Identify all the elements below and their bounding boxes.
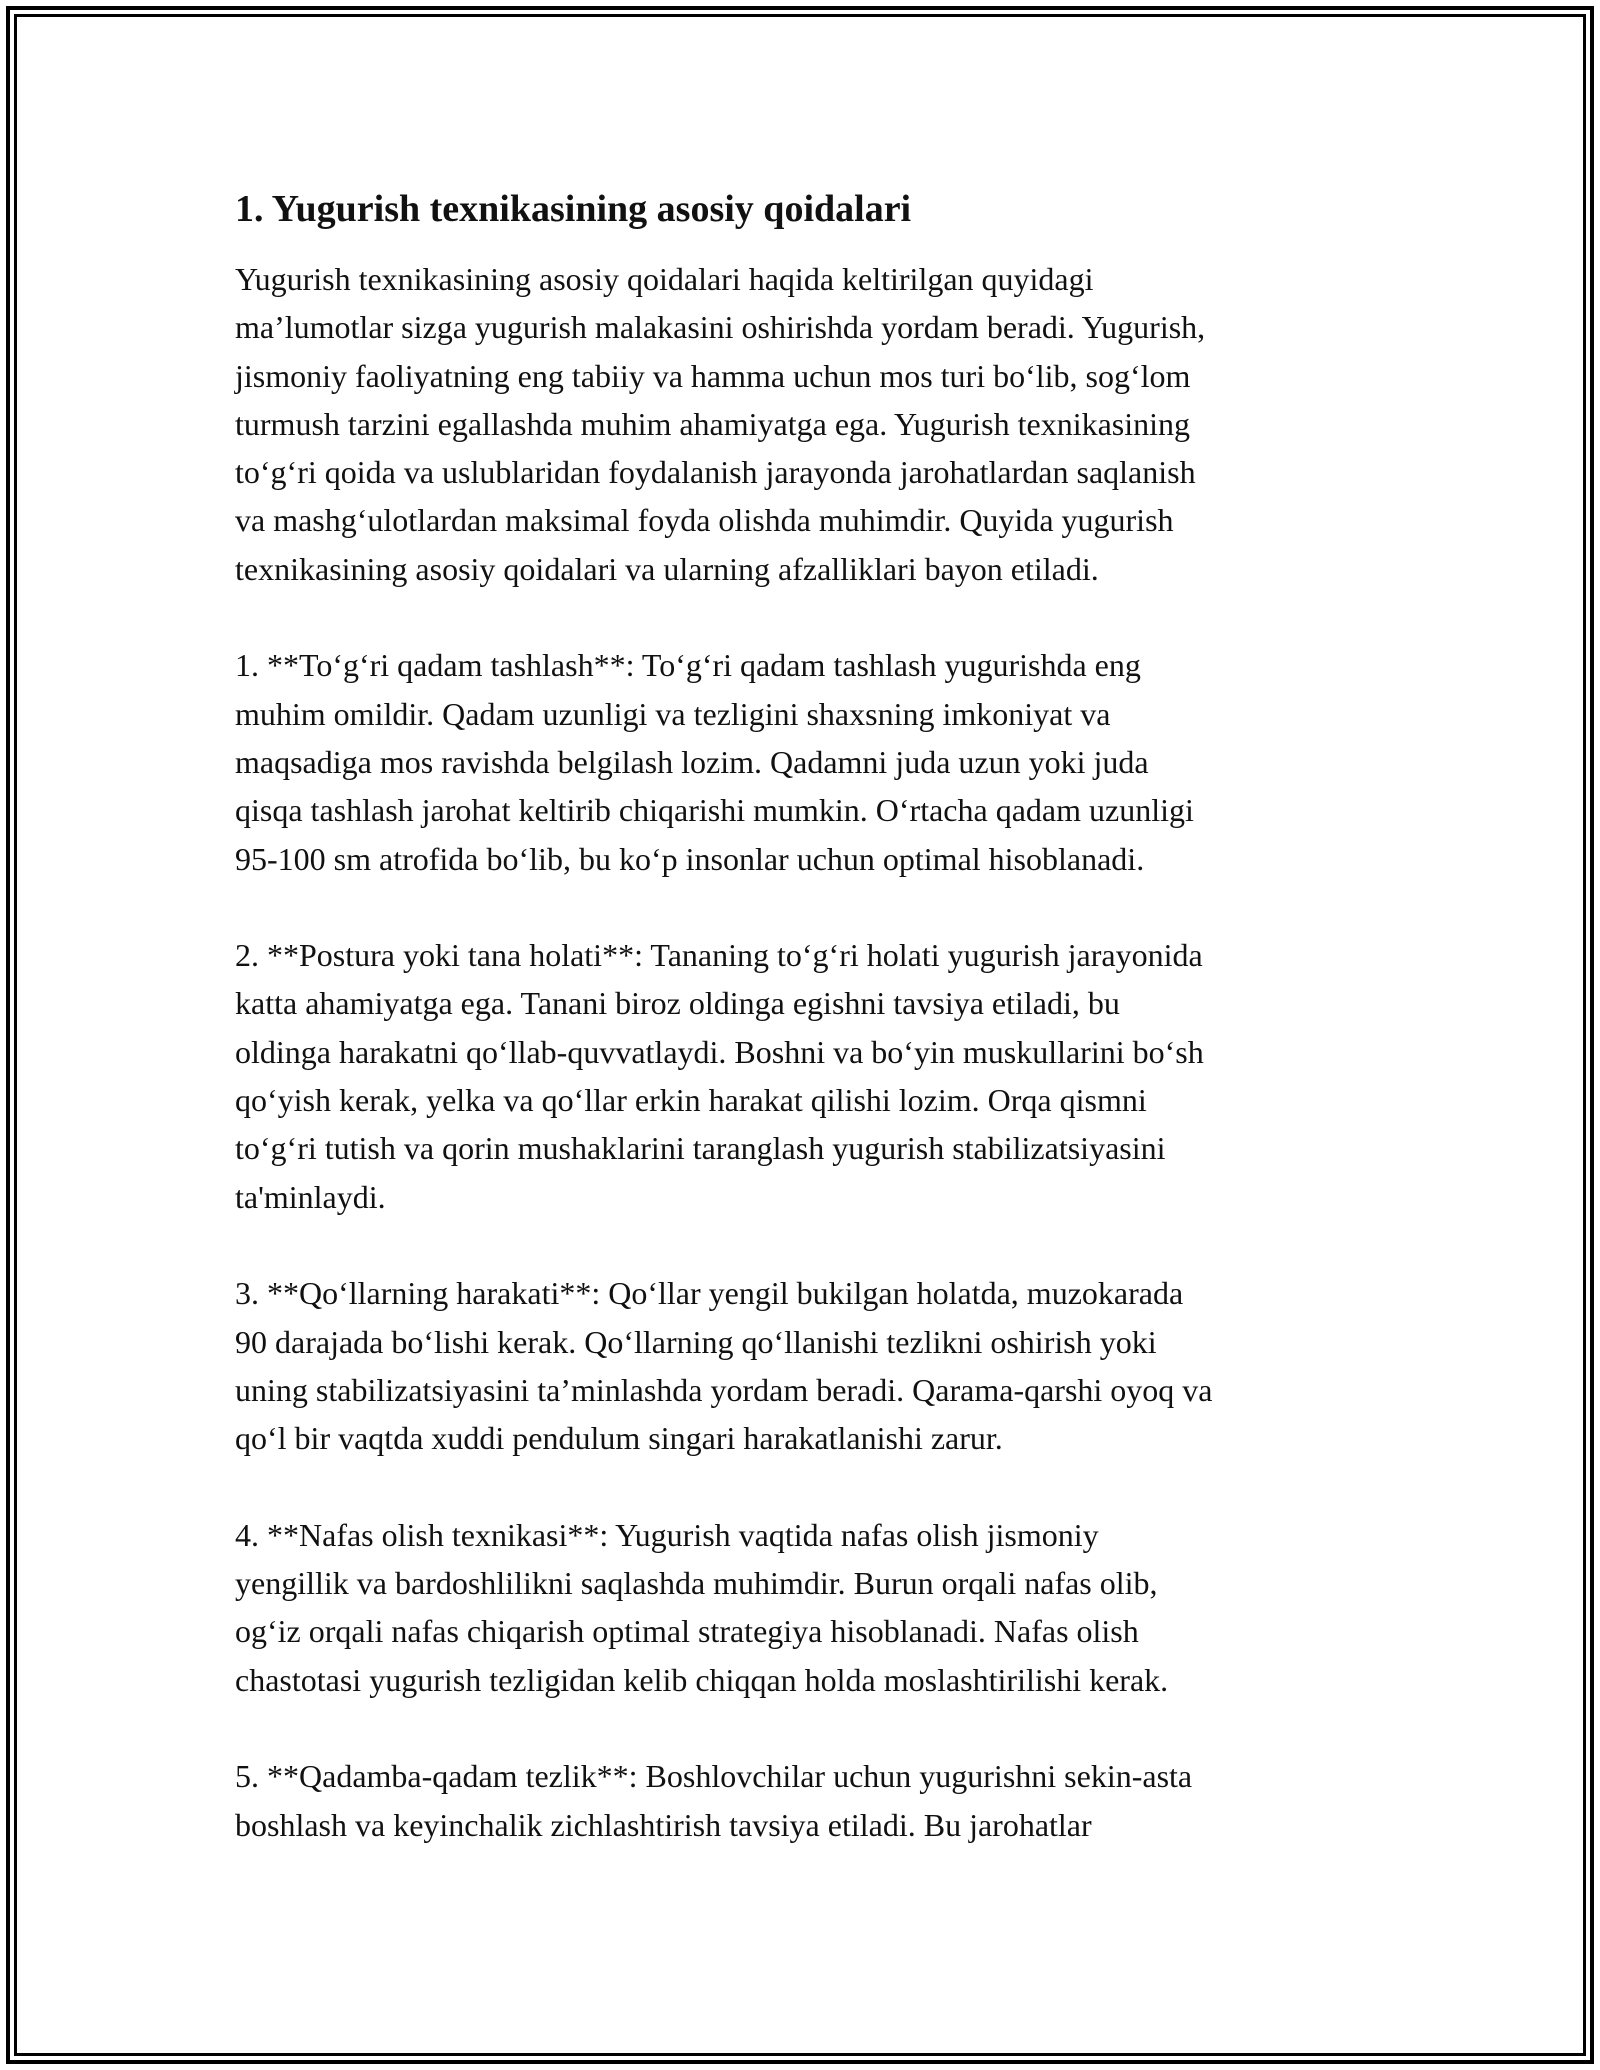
text-line: ta'minlaydi. [235,1178,386,1215]
text-line: chastotasi yugurish tezligidan kelib chiqqan holda moslashtirilishi kerak. [235,1661,1169,1698]
text-line: og‘iz orqali nafas chiqarish optimal strategiya hisoblanadi. Nafas olish [235,1613,1139,1650]
text-line: oldinga harakatni qo‘llab-quvvatlaydi. Boshni va bo‘yin muskullarini bo‘sh [235,1033,1204,1070]
text-line: texnikasining asosiy qoidalari va ularning afzalliklari bayon etiladi. [235,550,1099,587]
text-line: turmush tarzini egallashda muhim ahamiyatga ega. Yugurish texnikasining [235,405,1191,442]
text-line: 5. **Qadamba-qadam tezlik**: Boshlovchilar uchun yugurishni sekin-asta [235,1758,1193,1795]
text-line: 2. **Postura yoki tana holati**: Tananing to‘g‘ri holati yugurish jarayonida [235,937,1203,974]
text-line: va mashg‘ulotlardan maksimal foyda olishda muhimdir. Quyida yugurish [235,502,1174,539]
text-line: 4. **Nafas olish texnikasi**: Yugurish vaqtida nafas olish jismoniy [235,1516,1099,1553]
text-line: qisqa tashlash jarohat keltirib chiqarishi mumkin. O‘rtacha qadam uzunligi [235,792,1194,829]
text-line: katta ahamiyatga ega. Tanani biroz oldinga egishni tavsiya etiladi, bu [235,985,1120,1022]
rule-2-paragraph [235,931,1365,1221]
intro-paragraph [235,255,1365,593]
text-line: yengillik va bardoshlilikni saqlashda muhimdir. Burun orqali nafas olib, [235,1565,1158,1602]
text-line: ma’lumotlar sizga yugurish malakasini oshirishda yordam beradi. Yugurish, [235,309,1206,346]
text-line: 3. **Qo‘llarning harakati**: Qo‘llar yengil bukilgan holatda, muzokarada [235,1275,1184,1312]
rule-5-paragraph [235,1752,1365,1849]
rule-3-paragraph [235,1269,1365,1462]
text-line: muhim omildir. Qadam uzunligi va tezligini shaxsning imkoniyat va [235,695,1111,732]
document-body [235,185,1365,1849]
text-line: Yugurish texnikasining asosiy qoidalari haqida keltirilgan quyidagi [235,261,1094,297]
rule-1-paragraph [235,641,1365,882]
text-line: 95-100 sm atrofida bo‘lib, bu ko‘p insonlar uchun optimal hisoblanadi. [235,840,1145,877]
rule-4-paragraph [235,1511,1365,1704]
text-line: 1. **To‘g‘ri qadam tashlash**: To‘g‘ri qadam tashlash yugurishda eng [235,647,1141,684]
text-line: to‘g‘ri qoida va uslublaridan foydalanish jarayonda jarohatlardan saqlanish [235,454,1196,491]
text-line: jismoniy faoliyatning eng tabiiy va hamma uchun mos turi bo‘lib, sog‘lom [235,357,1191,394]
text-line: uning stabilizatsiyasini ta’minlashda yordam beradi. Qarama-qarshi oyoq va [235,1371,1213,1408]
section-heading: 1. Yugurish texnikasining asosiy qoidalari [235,188,912,230]
text-line: qo‘yish kerak, yelka va qo‘llar erkin harakat qilishi lozim. Orqa qismni [235,1082,1147,1119]
text-line: boshlash va keyinchalik zichlashtirish tavsiya etiladi. Bu jarohatlar [235,1806,1092,1843]
text-line: qo‘l bir vaqtda xuddi pendulum singari harakatlanishi zarur. [235,1420,1003,1457]
text-line: maqsadiga mos ravishda belgilash lozim. Qadamni juda uzun yoki juda [235,743,1149,780]
text-line: to‘g‘ri tutish va qorin mushaklarini taranglash yugurish stabilizatsiyasini [235,1130,1166,1167]
text-line: 90 darajada bo‘lishi kerak. Qo‘llarning qo‘llanishi tezlikni oshirish yoki [235,1323,1157,1360]
